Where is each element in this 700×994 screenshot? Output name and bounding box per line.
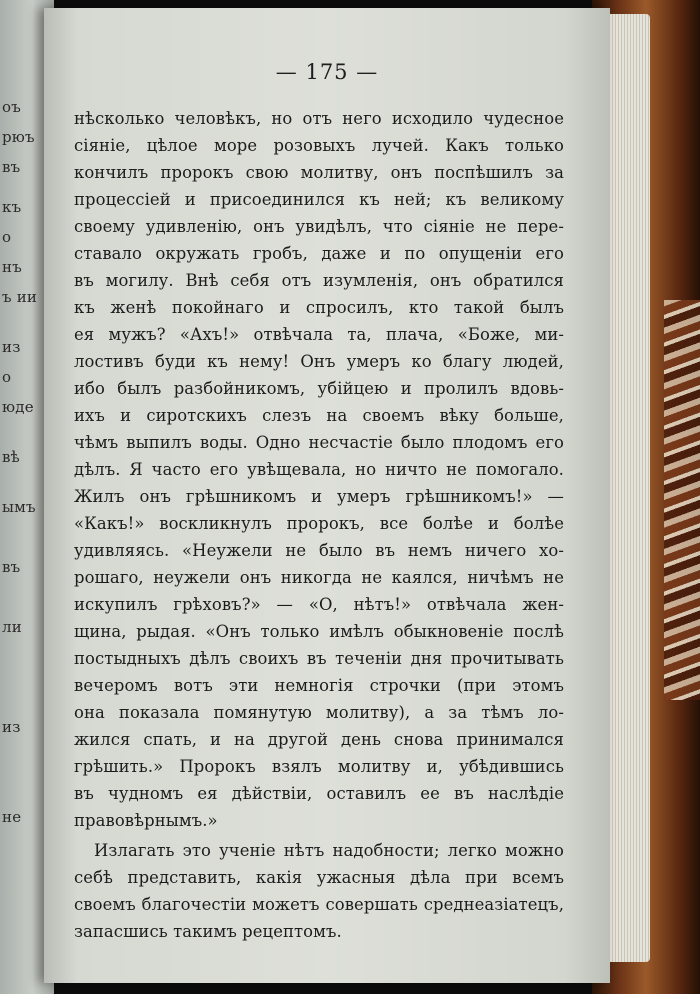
text-line: сіяніе, цѣлое море розовыхъ лучей. Какъ только (74, 136, 564, 155)
left-page-fragment: рюъ (2, 128, 35, 146)
text-line: своему удивленію, онъ увидѣлъ, что сіяніе не пере- (74, 217, 564, 236)
text-line: жился спать, и на другой день снова принимался (74, 730, 564, 749)
text-line: процессіей и присоединился къ ней; къ великому (74, 190, 564, 209)
left-page-fragment: ъ ии (2, 288, 38, 306)
text-line: Излагать это ученіе нѣтъ надобности; легко можно (94, 841, 564, 860)
text-line: себѣ представить, какія ужасныя дѣла при всемъ (74, 868, 564, 887)
text-line: «Какъ!» воскликнулъ пророкъ, все болѣе и болѣе (74, 514, 564, 533)
text-line: дѣлъ. Я часто его увѣщевала, но ничто не помогало. (74, 460, 564, 479)
text-line: запасшись такимъ рецептомъ. (74, 922, 342, 941)
left-page-fragment: из (2, 718, 21, 736)
left-page-fragment: о (2, 368, 12, 386)
text-line: ея мужъ? «Ахъ!» отвѣчала та, плача, «Боже, ми- (74, 325, 564, 344)
text-line: грѣшить.» Пророкъ взялъ молитву и, убѣдившись (74, 757, 564, 776)
text-line: постыдныхъ дѣлъ своихъ въ теченіи дня прочитывать (74, 649, 564, 668)
text-line: ихъ и сиротскихъ слезъ на своемъ вѣку больше, (74, 406, 564, 425)
left-page-fragment: ли (2, 618, 22, 636)
text-line: искупилъ грѣховъ?» — «О, нѣтъ!» отвѣчала жен- (74, 595, 564, 614)
left-page-fragment: юде (2, 398, 34, 416)
text-line: къ женѣ покойнаго и спросилъ, кто такой былъ (74, 298, 564, 317)
left-page-fragment: ымъ (2, 498, 36, 516)
text-line: кончилъ пророкъ свою молитву, онъ поспѣшилъ за (74, 163, 564, 182)
text-line: въ могилу. Внѣ себя отъ изумленія, онъ обратился (74, 271, 564, 290)
text-line: своемъ благочестіи можетъ совершать среднеазіатецъ, (74, 895, 564, 914)
marbled-edge (664, 300, 700, 700)
text-line: щина, рыдая. «Онъ только имѣлъ обыкновеніе послѣ (74, 622, 564, 641)
left-page-fragment: въ (2, 158, 21, 176)
text-line: нѣсколько человѣкъ, но отъ него исходило чудесное (74, 109, 564, 128)
left-page-fragment: не (2, 808, 22, 826)
book-page (44, 8, 610, 983)
text-line: она показала помянутую молитву), а за тѣмъ ло- (74, 703, 564, 722)
left-page-fragment: къ (2, 198, 22, 216)
left-page-fragment: нъ (2, 258, 22, 276)
left-page-fragment: оъ (2, 98, 21, 116)
text-line: Жилъ онъ грѣшникомъ и умеръ грѣшникомъ!» — (74, 487, 564, 506)
text-line: рошаго, неужели онъ никогда не каялся, ничѣмъ не (74, 568, 564, 587)
text-line: удивляясь. «Неужели не было въ немъ ничего хо- (74, 541, 564, 560)
left-page-fragment: о (2, 228, 12, 246)
left-page-fragment: из (2, 338, 21, 356)
text-line: ставало окружать гробъ, даже и по опущеніи его (74, 244, 564, 263)
text-line: чѣмъ выпилъ воды. Одно несчастіе было плодомъ его (74, 433, 564, 452)
left-page-fragment: вѣ (2, 448, 20, 466)
page-number: — 175 — (275, 60, 379, 84)
text-line: лостивъ буди къ нему! Онъ умеръ ко благу людей, (74, 352, 564, 371)
text-line: правовѣрнымъ.» (74, 811, 218, 830)
text-line: вечеромъ вотъ эти немногія строчки (при этомъ (74, 676, 564, 695)
left-page-fragment: въ (2, 558, 21, 576)
text-line: въ чудномъ ея дѣйствіи, оставилъ ее въ наслѣдіе (74, 784, 564, 803)
text-line: ибо былъ разбойникомъ, убійцею и пролилъ вдовь- (74, 379, 564, 398)
